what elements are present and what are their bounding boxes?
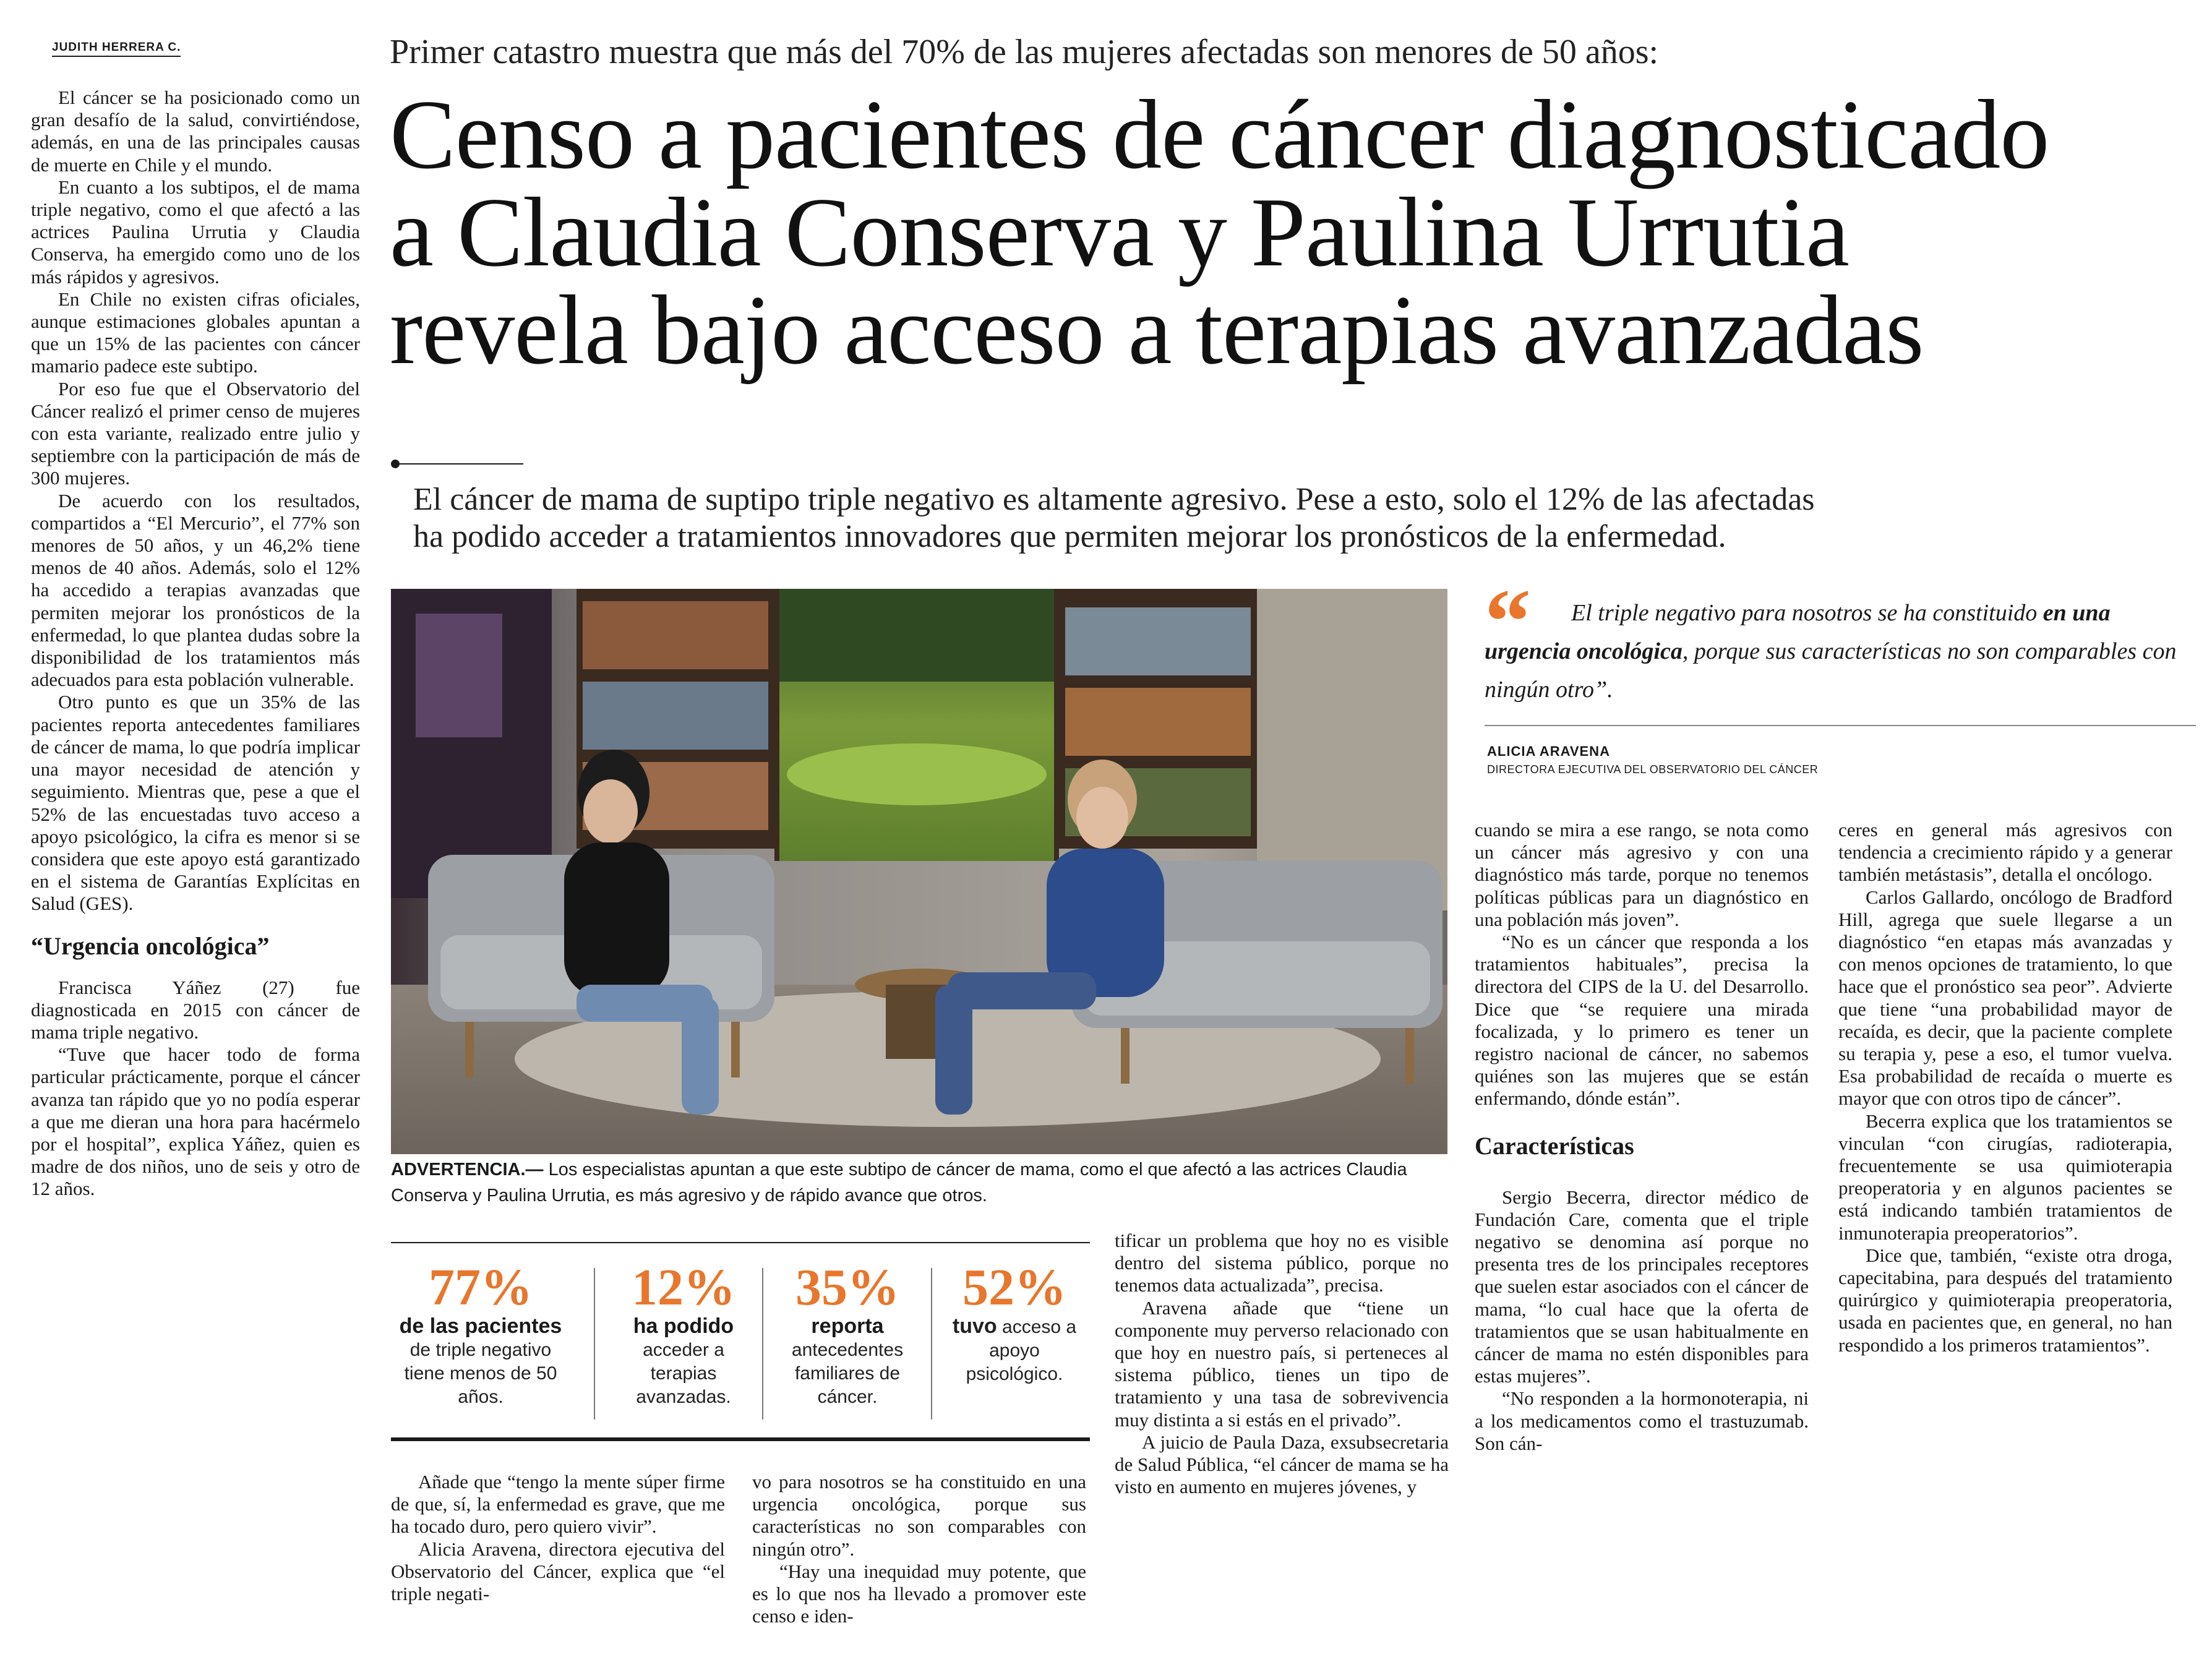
col1-paragraph: En cuanto a los subtipos, el de mama triple negativo, como el que afectó a las actrices Paulina Urrutia y Claudia Conserva, ha emergido como uno de los más rápidos y agresivos.	[31, 176, 360, 288]
col5-paragraph: Carlos Gallardo, oncólogo de Bradford Hill, agrega que suele llegarse a un diagnóstico “en etapas más avanzadas y con menos opciones de tratamiento, lo que hace que el pronóstico sea peor”. Advierte que tiene “una probabilidad mayor de recaída, es decir, que la paciente complete su terapia y, pese a eso, el tumor vuelva. Esa probabilidad de recaída o muerte es mayor que con otros tipo de cáncer”.	[1838, 886, 2172, 1110]
column-1	[31, 87, 360, 1201]
stat-divider	[931, 1268, 932, 1419]
stat-52	[940, 1259, 1089, 1386]
stat-text: antecedentes familiares de cáncer.	[791, 1340, 904, 1407]
col1-paragraph: En Chile no existen cifras oficiales, aunque estimaciones globales apuntan a que un 15% de las pacientes con cáncer mamario padece este subtipo.	[31, 288, 360, 377]
lower-paragraph: “Hay una inequidad muy potente, que es lo que nos ha llevado a promover este censo e iden-	[752, 1560, 1086, 1627]
col3-paragraph: tificar un problema que hoy no es visible dentro del sistema público, porque no tenemos data actualizada”, precisa.	[1115, 1230, 1449, 1296]
col5-paragraph: Dice que, también, “existe otra droga, capecitabina, para después del tratamiento quirúrgico y quimioterapia preoperatoria, usada en pacientes que, en general, no han respondido a los primeros tratamientos”.	[1838, 1244, 2172, 1356]
pull-quote	[1485, 594, 2177, 709]
col1-paragraph: Por eso fue que el Observatorio del Cáncer realizó el primer censo de mujeres con esta variante, realizado entre julio y septiembre con la participación de más de 300 mujeres.	[31, 377, 360, 489]
col1-subhead: “Urgencia oncológica”	[31, 931, 270, 960]
stat-35	[773, 1259, 922, 1409]
stat-text: acceder a terapias avanzadas.	[636, 1340, 731, 1407]
col4-paragraph: “No es un cáncer que responda a los tratamientos habituales”, precisa la directora del CIPS de la U. del Desarrollo. Dice que “se requiere una mirada focalizada, y lo primero es tener un registro nacional de cáncer, no sabemos quiénes son las mujeres que se están enfermando, dónde están”.	[1475, 931, 1809, 1110]
caption-lead: ADVERTENCIA.—	[391, 1160, 544, 1180]
caption-text: Los especialistas apuntan a que este subtipo de cáncer de mama, como el que afectó a las actrices Claudia Conserva y Paulina Urrutia, es más agresivo y de rápido avance que otros.	[391, 1160, 1407, 1205]
stat-number: 52%	[962, 1259, 1066, 1316]
stat-bold: reporta	[811, 1314, 884, 1338]
deck	[413, 481, 2195, 555]
col5-paragraph: Becerra explica que los tratamientos se vinculan “con cirugías, radioterapia, frecuentemente se usa quimioterapia preoperatoria y en algunos pacientes se está indicando también tratamientos de inmunoterapia preoperatorios”.	[1838, 1110, 2172, 1244]
col4-paragraph: “No responden a la hormonoterapia, ni a los medicamentos como el trastuzumab. Son cán-	[1475, 1387, 1809, 1454]
stat-divider	[762, 1268, 763, 1419]
quote-mark-icon: “	[1485, 570, 1531, 673]
stat-number: 12%	[632, 1259, 735, 1316]
headline	[390, 79, 2196, 385]
col4-paragraph: cuando se mira a ese rango, se nota como un cáncer más agresivo y con una diagnóstico más tarde, porque no tenemos políticas públicas para un diagnóstico en una población más joven”.	[1475, 819, 1809, 930]
stats-top-rule	[391, 1242, 1090, 1243]
column-4	[1475, 819, 1809, 1455]
col3-paragraph: A juicio de Paula Daza, exsubsecretaria de Salud Pública, “el cáncer de mama se ha visto en aumento en mujeres jóvenes, y	[1115, 1431, 1449, 1498]
col5-paragraph: ceres en general más agresivos con tendencia a crecimiento rápido y a generar también metástasis”, detalla el oncólogo.	[1838, 819, 2172, 886]
stat-12	[612, 1259, 755, 1409]
quote-rule	[1485, 725, 2196, 726]
col3-paragraph: Aravena añade que “tiene un componente muy perverso relacionado con que hoy en nuestro país, si perteneces al sistema público, tienes un tipo de tratamiento y una tasa de sobrevivencia muy distinta a si estás en el privado”.	[1115, 1296, 1449, 1431]
stat-bold: tuvo	[952, 1314, 997, 1338]
quote-author: ALICIA ARAVENA	[1487, 743, 1610, 759]
col1-paragraph: Francisca Yáñez (27) fue diagnosticada en 2015 con cáncer de mama triple negativo.	[31, 976, 360, 1043]
lower-paragraph: Alicia Aravena, directora ejecutiva del Observatorio del Cáncer, explica que “el triple negati-	[391, 1538, 725, 1605]
lower-paragraph: vo para nosotros se ha constituido en una urgencia oncológica, porque sus características no son comparables con ningún otro”.	[752, 1471, 1086, 1560]
rule-dot	[391, 460, 400, 468]
stats-bottom-rule	[391, 1437, 1090, 1441]
stat-bold: ha podido	[633, 1314, 734, 1338]
article-photo	[391, 589, 1447, 1154]
lower-paragraph: Añade que “tengo la mente súper firme de que, sí, la enfermedad es grave, que me ha tocado duro, pero quiero vivir”.	[391, 1471, 725, 1538]
col1-paragraph: Otro punto es que un 35% de las pacientes reporta antecedentes familiares de cáncer de mama, lo que podría implicar una mayor necesidad de atención y seguimiento. Mientras que, pese a que el 52% de las encuestadas tuvo acceso a apoyo psicológico, la cifra es menor si se considera que este apoyo está garantizado en el sistema de Garantías Explícitas en Salud (GES).	[31, 691, 360, 915]
col4-subhead: Características	[1475, 1131, 1634, 1160]
photo-illustration	[391, 589, 1447, 1154]
stat-number: 35%	[795, 1259, 899, 1316]
headline-line: Censo a pacientes de cáncer diagnosticado	[390, 79, 2049, 189]
deck-line: El cáncer de mama de suptipo triple negativo es altamente agresivo. Pese a esto, solo el 12% de las afectadas	[413, 482, 1815, 517]
stat-text: acceso a apoyo psicológico.	[966, 1317, 1077, 1384]
byline: JUDITH HERRERA C.	[52, 41, 181, 57]
stat-text: de triple negativo tiene menos de 50 años.	[404, 1340, 557, 1407]
rule-line	[400, 463, 523, 465]
headline-line: a Claudia Conserva y Paulina Urrutia	[390, 177, 1849, 287]
quote-part: , porque sus características no son comparables con ningún otro”.	[1485, 638, 2177, 703]
quote-emphasis: en una urgencia oncológica	[1485, 600, 2111, 664]
lower-column-1	[391, 1471, 725, 1605]
lower-column-2	[752, 1471, 1086, 1627]
stat-77	[391, 1259, 570, 1409]
deck-line: ha podido acceder a tratamientos innovadores que permiten mejorar los pronósticos de la enfermedad.	[413, 519, 1726, 554]
col1-paragraph: El cáncer se ha posicionado como un gran desafío de la salud, convirtiéndose, además, en una de las principales causas de muerte en Chile y el mundo.	[31, 87, 360, 176]
quote-role: DIRECTORA EJECUTIVA DEL OBSERVATORIO DEL CÁNCER	[1487, 763, 1819, 776]
col1-paragraph: De acuerdo con los resultados, compartidos a “El Mercurio”, el 77% son menores de 50 años, y un 46,2% tiene menos de 40 años. Además, solo el 12% ha accedido a terapias avanzadas que permiten mejorar los pronósticos de la enfermedad, lo que plantea dudas sobre la disponibilidad de los tratamientos más adecuados para esta población vulnerable.	[31, 489, 360, 691]
quote-part: El triple negativo para nosotros se ha constituido	[1571, 600, 2043, 626]
headline-line: revela bajo acceso a terapias avanzadas	[390, 275, 1924, 385]
kicker: Primer catastro muestra que más del 70% de las mujeres afectadas son menores de 50 años:	[390, 33, 1659, 71]
photo-caption	[391, 1157, 1447, 1209]
stat-divider	[594, 1268, 595, 1419]
col1-paragraph: “Tuve que hacer todo de forma particular prácticamente, porque el cáncer avanza tan rápido que yo no podía esperar a que me dieran una hora para hacérmelo por el hospital”, explica Yáñez, quien es madre de dos niños, uno de seis y otro de 12 años.	[31, 1043, 360, 1200]
column-5	[1838, 819, 2172, 1356]
col4-paragraph: Sergio Becerra, director médico de Fundación Care, comenta que el triple negativo se denomina así porque no presenta tres de los principales receptores que suelen estar asociados con el cáncer de mama, “lo cual hace que la oferta de tratamientos que se usan habitualmente en cáncer de mama no estén disponibles para estas mujeres”.	[1475, 1186, 1809, 1387]
column-3	[1115, 1230, 1449, 1498]
stat-number: 77%	[429, 1259, 533, 1316]
stat-bold: de las pacientes	[399, 1314, 562, 1338]
